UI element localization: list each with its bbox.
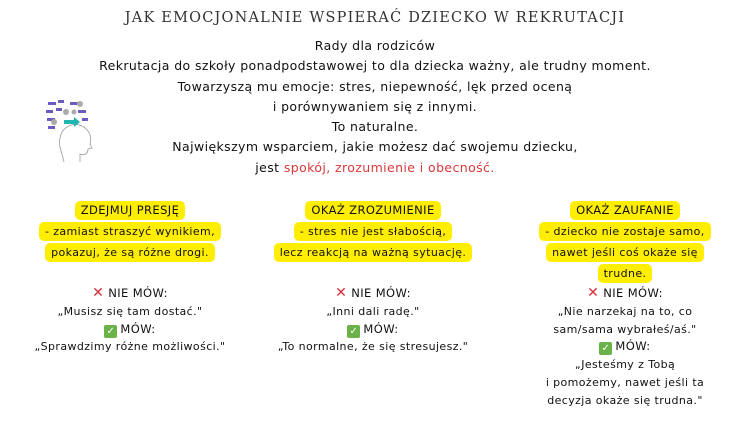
say-quote: „Jesteśmy z Tobą — [574, 358, 676, 372]
tip-body-line: pokazuj, że są różne drogi. — [51, 246, 209, 259]
intro-highlight: spokój, zrozumienie i obecność. — [283, 159, 495, 175]
check-icon: ✓ — [104, 325, 117, 338]
phrases-understanding — [253, 285, 493, 356]
dont-say-label: NIE MÓW: — [351, 286, 411, 300]
tip-card-pressure — [20, 200, 240, 263]
intro-line: Towarzyszą mu emocje: stres, niepewność, lęk przed oceną — [177, 78, 573, 94]
phrases-trust — [515, 285, 735, 410]
tip-body-line: lecz reakcją na ważną sytuację. — [279, 246, 467, 259]
dont-say-quote: „Musisz się tam dostać." — [57, 304, 203, 318]
tip-body-line: - stres nie jest słabością, — [299, 225, 447, 238]
dont-say-quote: „Inni dali radę." — [326, 304, 420, 318]
tip-card-understanding — [253, 200, 493, 263]
say-label: MÓW: — [363, 321, 399, 336]
cross-icon: ✕ — [92, 285, 105, 301]
say-quote: decyzja okaże się trudna." — [547, 393, 703, 407]
say-quote: „Sprawdzimy różne możliwości." — [34, 340, 226, 354]
intro-line: To naturalne. — [331, 119, 419, 135]
say-quote: „To normalne, że się stresujesz." — [277, 340, 469, 354]
say-quote: i pomożemy, nawet jeśli ta — [545, 375, 705, 389]
tip-heading: ZDEJMUJ PRESJĘ — [80, 203, 180, 217]
tip-body-line: - dziecko nie zostaje samo, — [545, 225, 705, 238]
intro-prefix: jest — [255, 159, 284, 175]
intro-line-last — [0, 158, 750, 178]
intro-text — [0, 36, 750, 178]
phrases-pressure — [10, 285, 250, 356]
tip-card-trust — [515, 200, 735, 284]
tip-body-line: - zamiast straszyć wynikiem, — [44, 225, 216, 238]
intro-line: Rekrutacja do szkoły ponadpodstawowej to dla dziecka ważny, ale trudny moment. — [99, 58, 651, 74]
dont-say-label: NIE MÓW: — [108, 286, 168, 300]
cross-icon: ✕ — [335, 285, 348, 301]
intro-line: Największym wsparciem, jakie możesz dać swojemu dziecku, — [172, 139, 578, 155]
tip-body-line: trudne. — [603, 267, 647, 280]
dont-say-quote: sam/sama wybrałeś/aś." — [553, 322, 697, 336]
dont-say-label: NIE MÓW: — [603, 286, 663, 300]
page-title: JAK EMOCJONALNIE WSPIERAĆ DZIECKO W REKRUTACJI — [124, 10, 626, 26]
intro-subtitle: Rady dla rodziców — [314, 38, 436, 53]
tip-heading: OKAŻ ZROZUMIENIE — [311, 203, 435, 217]
say-label: MÓW: — [120, 321, 156, 336]
tip-heading: OKAŻ ZAUFANIE — [576, 203, 674, 217]
check-icon: ✓ — [347, 325, 360, 338]
cross-icon: ✕ — [587, 285, 600, 301]
check-icon: ✓ — [599, 342, 612, 355]
say-label: MÓW: — [615, 339, 651, 354]
tip-body-line: nawet jeśli coś okaże się — [552, 246, 698, 259]
intro-line: i porównywaniem się z innymi. — [272, 98, 478, 114]
dont-say-quote: „Nie narzekaj na to, co — [557, 304, 693, 318]
